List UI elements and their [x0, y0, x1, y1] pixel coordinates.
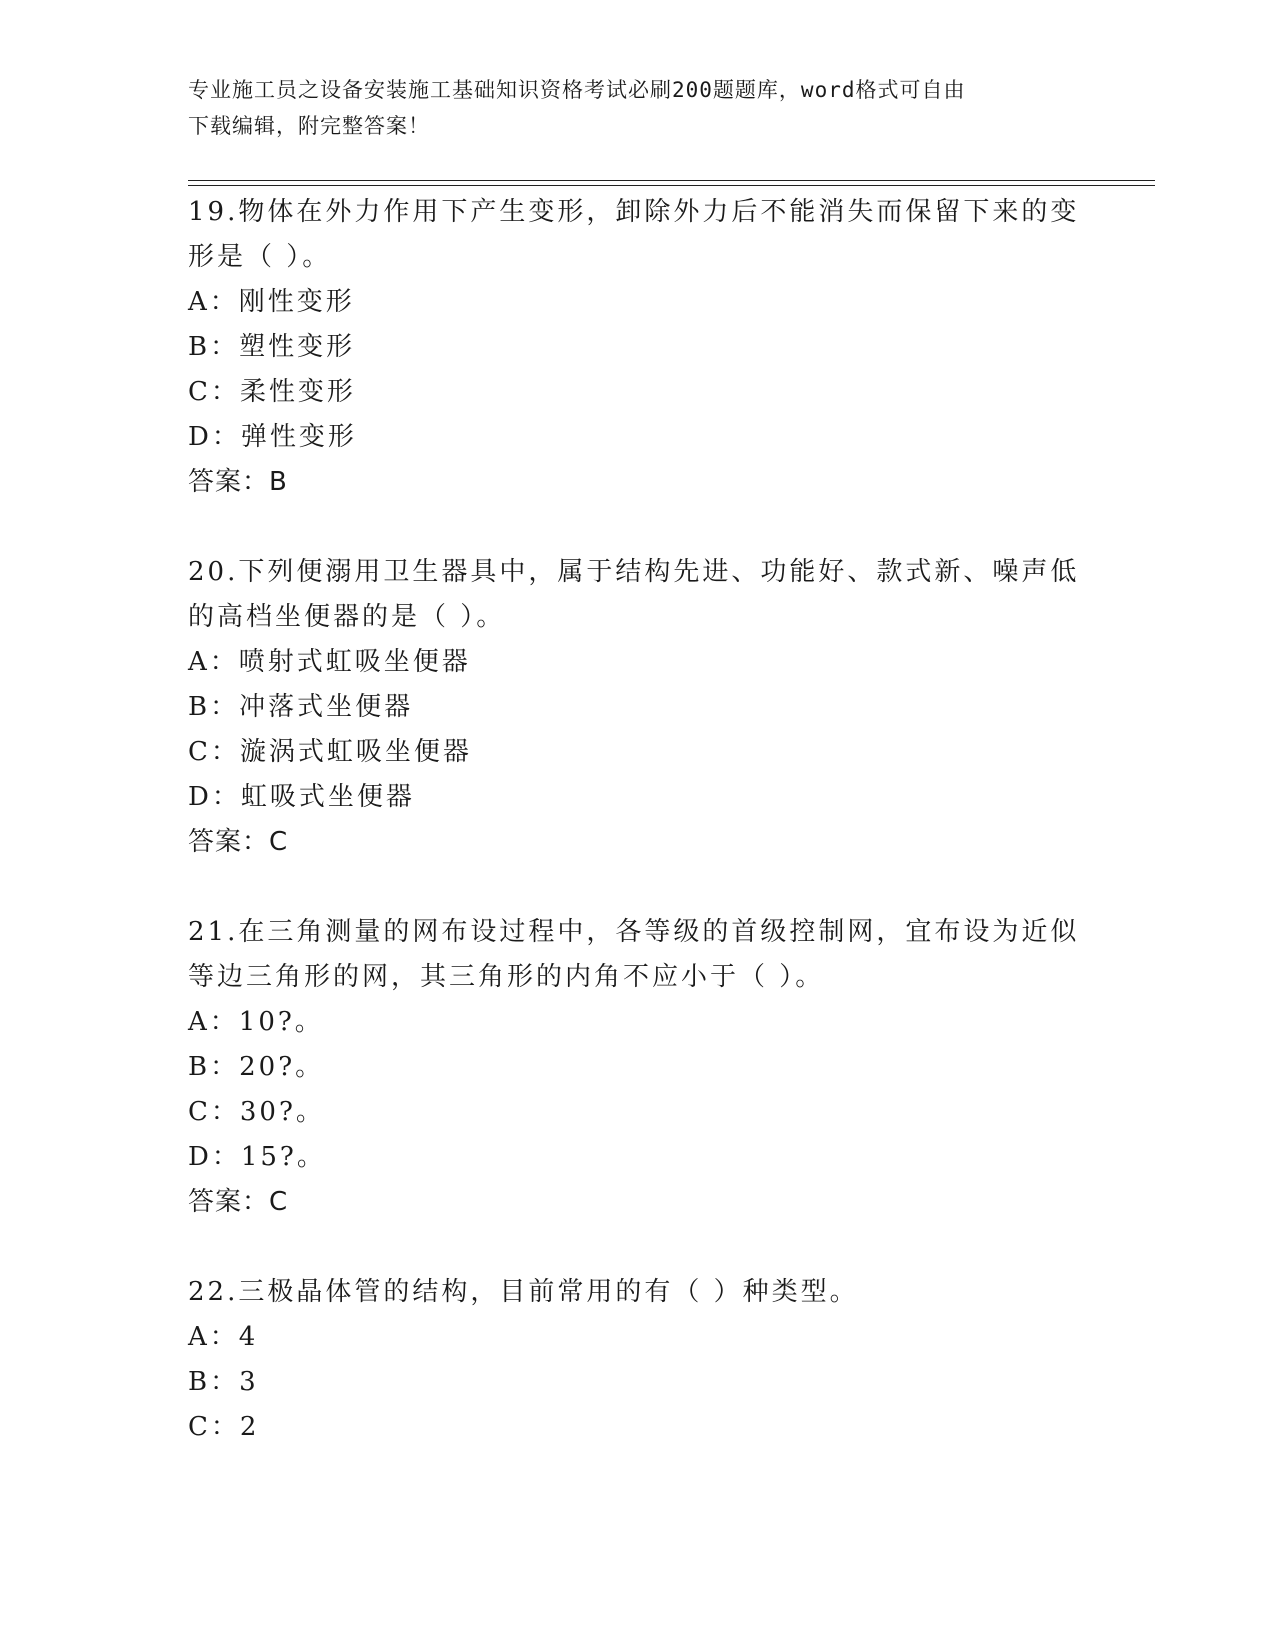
question-stem-line: 等边三角形的网，其三角形的内角不应小于（ ）。	[188, 962, 825, 992]
question-21	[188, 910, 1108, 1225]
option-d: D：弹性变形	[188, 422, 357, 452]
option-a: A：10?。	[188, 1007, 324, 1037]
document-header	[188, 72, 1088, 144]
option-c: C：柔性变形	[188, 377, 356, 407]
header-divider-top	[188, 180, 1155, 181]
question-stem-line: 形是（ ）。	[188, 242, 332, 272]
header-divider-bottom	[188, 185, 1155, 186]
question-22	[188, 1270, 1108, 1450]
option-c: C：30?。	[188, 1097, 325, 1127]
question-stem-line: 22.三极晶体管的结构，目前常用的有（ ）种类型。	[188, 1277, 859, 1307]
header-line-1: 专业施工员之设备安装施工基础知识资格考试必刷200题题库，word格式可自由	[188, 78, 966, 102]
option-a: A：喷射式虹吸坐便器	[188, 647, 471, 677]
question-20	[188, 550, 1108, 865]
spacer	[188, 865, 1108, 910]
option-a: A：刚性变形	[188, 287, 355, 317]
question-stem-line: 的高档坐便器的是（ ）。	[188, 602, 506, 632]
option-d: D：15?。	[188, 1142, 326, 1172]
answer-line: 答案：B	[188, 467, 288, 497]
question-stem-line: 21.在三角测量的网布设过程中，各等级的首级控制网，宜布设为近似	[188, 917, 1080, 947]
answer-line: 答案：C	[188, 827, 289, 857]
question-list	[188, 190, 1108, 1450]
spacer	[188, 1225, 1108, 1270]
option-b: B：冲落式坐便器	[188, 692, 414, 722]
option-b: B：3	[188, 1367, 259, 1397]
option-a: A：4	[188, 1322, 259, 1352]
question-stem-line: 19.物体在外力作用下产生变形，卸除外力后不能消失而保留下来的变	[188, 197, 1080, 227]
question-19	[188, 190, 1108, 505]
header-line-2: 下载编辑，附完整答案！	[188, 114, 430, 138]
option-b: B：塑性变形	[188, 332, 356, 362]
option-b: B：20?。	[188, 1052, 325, 1082]
question-stem-line: 20.下列便溺用卫生器具中，属于结构先进、功能好、款式新、噪声低	[188, 557, 1080, 587]
option-c: C：漩涡式虹吸坐便器	[188, 737, 472, 767]
answer-line: 答案：C	[188, 1187, 289, 1217]
option-d: D：虹吸式坐便器	[188, 782, 415, 812]
option-c: C：2	[188, 1412, 260, 1442]
spacer	[188, 505, 1108, 550]
